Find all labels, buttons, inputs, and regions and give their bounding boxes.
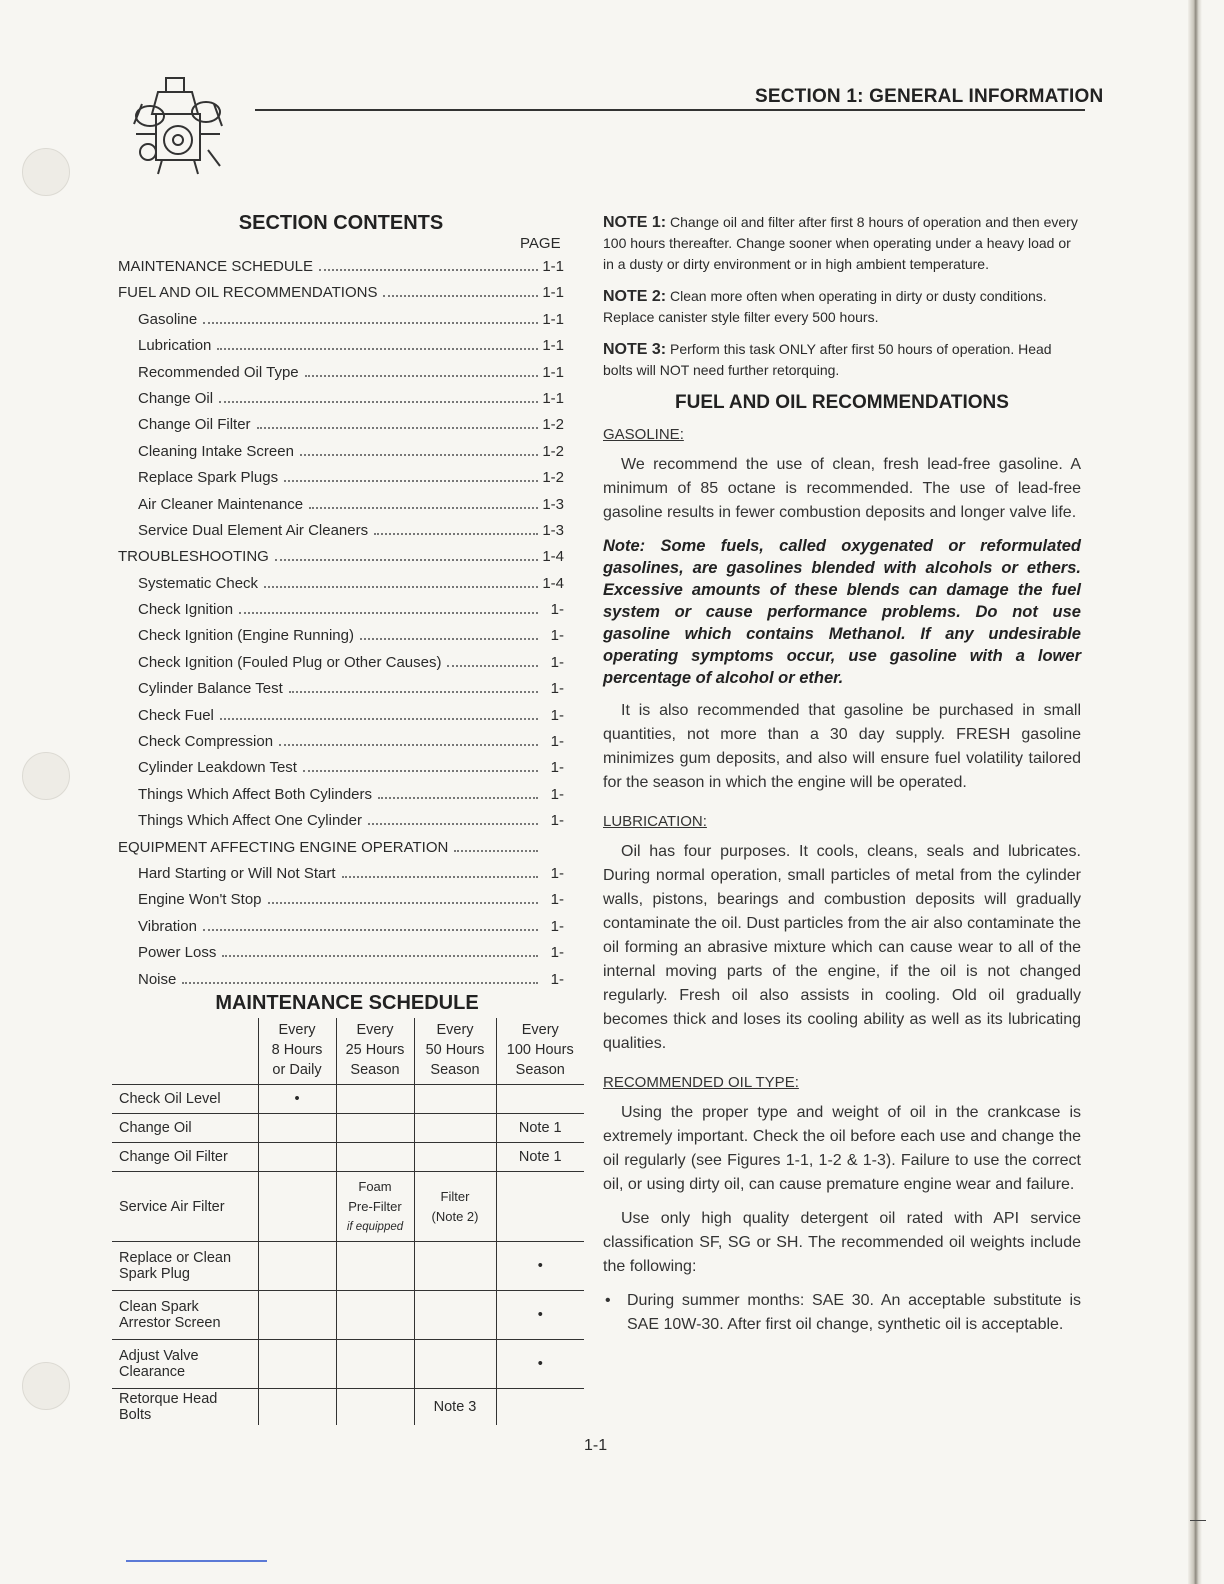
toc-entry[interactable]: Cleaning Intake Screen 1-2 bbox=[138, 442, 564, 460]
toc-entry[interactable]: Systematic Check 1-4 bbox=[138, 574, 564, 592]
page-number: 1-1 bbox=[584, 1437, 608, 1454]
table-header-row bbox=[112, 1018, 584, 1085]
interval-cell: Foam Pre-Filter if equipped bbox=[336, 1172, 414, 1242]
interval-cell bbox=[336, 1114, 414, 1143]
interval-cell: • bbox=[496, 1242, 584, 1291]
interval-cell bbox=[336, 1389, 414, 1426]
task-cell: Change Oil bbox=[112, 1114, 258, 1143]
table-of-contents bbox=[118, 258, 564, 997]
bullet-icon: • bbox=[605, 1292, 611, 1309]
task-cell: Replace or Clean Spark Plug bbox=[112, 1242, 258, 1291]
column-header: Every 50 Hours Season bbox=[414, 1018, 496, 1085]
interval-cell bbox=[336, 1085, 414, 1114]
interval-cell bbox=[336, 1143, 414, 1172]
oil-type-heading: RECOMMENDED OIL TYPE: bbox=[603, 1074, 799, 1091]
interval-cell bbox=[258, 1172, 336, 1242]
interval-cell bbox=[258, 1114, 336, 1143]
oil-type-paragraph: Use only high quality detergent oil rated with API service classification SF, SG or SH. The recommended oil weights include the following: bbox=[603, 1210, 1081, 1275]
interval-cell: Note 1 bbox=[496, 1114, 584, 1143]
interval-cell: Filter (Note 2) bbox=[414, 1172, 496, 1242]
task-cell: Change Oil Filter bbox=[112, 1143, 258, 1172]
interval-cell: • bbox=[496, 1340, 584, 1389]
interval-cell bbox=[336, 1340, 414, 1389]
interval-cell bbox=[258, 1242, 336, 1291]
toc-entry[interactable]: Change Oil Filter 1-2 bbox=[138, 416, 564, 434]
interval-cell bbox=[496, 1389, 584, 1426]
fuel-oil-heading: FUEL AND OIL RECOMMENDATIONS bbox=[675, 392, 1009, 413]
interval-cell: • bbox=[258, 1085, 336, 1114]
toc-entry[interactable]: Cylinder Balance Test 1- bbox=[138, 680, 564, 698]
task-cell: Check Oil Level bbox=[112, 1085, 258, 1114]
interval-cell bbox=[496, 1172, 584, 1242]
interval-cell: Note 3 bbox=[414, 1389, 496, 1426]
scan-edge bbox=[1188, 0, 1202, 1584]
toc-entry[interactable]: Replace Spark Plugs 1-2 bbox=[138, 469, 564, 487]
interval-cell bbox=[414, 1085, 496, 1114]
toc-entry[interactable]: Gasoline 1-1 bbox=[138, 310, 564, 328]
toc-entry[interactable]: FUEL AND OIL RECOMMENDATIONS 1-1 bbox=[118, 284, 564, 302]
toc-entry[interactable]: Change Oil 1-1 bbox=[138, 389, 564, 407]
note-3: NOTE 3: Perform this task ONLY after first 50 hours of operation. Head bolts will NOT need further retorquing. bbox=[603, 341, 1052, 378]
toc-entry[interactable]: MAINTENANCE SCHEDULE 1-1 bbox=[118, 258, 564, 275]
toc-entry[interactable]: Power Loss 1- bbox=[138, 944, 564, 962]
lubrication-heading: LUBRICATION: bbox=[603, 813, 707, 830]
right-column bbox=[603, 212, 1081, 1337]
toc-entry[interactable]: Lubrication 1-1 bbox=[138, 337, 564, 355]
toc-entry[interactable]: Hard Starting or Will Not Start 1- bbox=[138, 864, 564, 882]
task-cell: Service Air Filter bbox=[112, 1172, 258, 1242]
table-row bbox=[112, 1242, 584, 1291]
header-rule bbox=[255, 109, 1085, 111]
page-column-label: PAGE bbox=[520, 235, 561, 252]
table-row bbox=[112, 1114, 584, 1143]
task-cell: Clean Spark Arrestor Screen bbox=[112, 1291, 258, 1340]
interval-cell bbox=[258, 1291, 336, 1340]
lubrication-paragraph: Oil has four purposes. It cools, cleans, seals and lubricates. During normal operation, small particles of metal from the cylinder walls, pistons, bearings and combustion deposits will gradually contaminate the oil. Dust particles from the air also contaminate the oil forming an abrasive mixture which can cause wear to all of the internal moving parts of the engine, if the oil is not changed regularly. Fresh oil also assists in cooling. Old oil gradually becomes thick and loses its cooling ability as well as its lubricating qualities. bbox=[603, 843, 1081, 1052]
interval-cell bbox=[258, 1340, 336, 1389]
interval-cell bbox=[258, 1143, 336, 1172]
interval-cell: • bbox=[496, 1291, 584, 1340]
toc-entry[interactable]: Noise 1- bbox=[138, 970, 564, 988]
interval-cell bbox=[414, 1114, 496, 1143]
note-2: NOTE 2: Clean more often when operating in dirty or dusty conditions. Replace canister style filter every 500 hours. bbox=[603, 288, 1047, 325]
column-header: Every 25 Hours Season bbox=[336, 1018, 414, 1085]
toc-entry[interactable]: Check Ignition 1- bbox=[138, 601, 564, 619]
toc-entry[interactable]: Things Which Affect Both Cylinders 1- bbox=[138, 785, 564, 803]
oil-type-paragraph: Using the proper type and weight of oil in the crankcase is extremely important. Check the oil before each use and change the oil regularly (see Figures 1-1, 1-2 & 1-3). Failure to use the correct oil, or using dirty oil, can cause premature engine wear and failure. bbox=[603, 1104, 1081, 1193]
schedule-title: MAINTENANCE SCHEDULE bbox=[215, 992, 479, 1014]
task-cell: Adjust Valve Clearance bbox=[112, 1340, 258, 1389]
toc-entry[interactable]: Cylinder Leakdown Test 1- bbox=[138, 759, 564, 777]
scan-edge-mark bbox=[1190, 1520, 1206, 1521]
gasoline-paragraph: It is also recommended that gasoline be purchased in small quantities, not more than a 30 day supply. FRESH gasoline minimizes gum deposits, and also will ensure fuel volatility tailored for the season in which the engine will be operated. bbox=[603, 702, 1081, 791]
table-row bbox=[112, 1340, 584, 1389]
interval-cell bbox=[336, 1242, 414, 1291]
interval-cell: Note 1 bbox=[496, 1143, 584, 1172]
toc-entry[interactable]: Check Compression 1- bbox=[138, 733, 564, 751]
table-row bbox=[112, 1291, 584, 1340]
maintenance-schedule-table bbox=[112, 1018, 584, 1425]
interval-cell bbox=[414, 1143, 496, 1172]
interval-cell bbox=[336, 1291, 414, 1340]
scan-marker bbox=[126, 1560, 267, 1562]
table-row bbox=[112, 1085, 584, 1114]
interval-cell bbox=[258, 1389, 336, 1426]
toc-entry[interactable]: Check Fuel 1- bbox=[138, 706, 564, 724]
interval-cell bbox=[496, 1085, 584, 1114]
column-header: Every 100 Hours Season bbox=[496, 1018, 584, 1085]
toc-entry[interactable]: Recommended Oil Type 1-1 bbox=[138, 363, 564, 381]
engine-logo-icon bbox=[128, 74, 228, 184]
column-header: Every 8 Hours or Daily bbox=[258, 1018, 336, 1085]
toc-entry[interactable]: Check Ignition (Engine Running) 1- bbox=[138, 627, 564, 645]
interval-cell bbox=[414, 1340, 496, 1389]
toc-entry[interactable]: Engine Won't Stop 1- bbox=[138, 891, 564, 909]
note-1: NOTE 1: Change oil and filter after first 8 hours of operation and then every 100 hours thereafter. Change sooner when operating under a heavy load or in a dusty or dirty environment or in high ambient temperature. bbox=[603, 214, 1078, 272]
toc-entry[interactable]: Things Which Affect One Cylinder 1- bbox=[138, 812, 564, 830]
table-row bbox=[112, 1389, 584, 1426]
binder-hole bbox=[22, 752, 70, 800]
interval-cell bbox=[414, 1291, 496, 1340]
toc-entry[interactable]: TROUBLESHOOTING 1-4 bbox=[118, 548, 564, 566]
interval-cell bbox=[414, 1242, 496, 1291]
toc-entry[interactable]: Vibration 1- bbox=[138, 917, 564, 935]
table-row bbox=[112, 1143, 584, 1172]
oil-weight-bullet: • During summer months: SAE 30. An acceptable substitute is SAE 10W-30. After first oil change, synthetic oil is acceptable. bbox=[603, 1289, 1081, 1337]
toc-entry[interactable]: Check Ignition (Fouled Plug or Other Causes) 1- bbox=[138, 653, 564, 671]
binder-hole bbox=[22, 148, 70, 196]
contents-title: SECTION CONTENTS bbox=[238, 212, 444, 234]
task-cell: Retorque Head Bolts bbox=[112, 1389, 258, 1426]
table-row bbox=[112, 1172, 584, 1242]
gasoline-heading: GASOLINE: bbox=[603, 426, 684, 443]
table-header-blank bbox=[112, 1018, 258, 1085]
section-header: SECTION 1: GENERAL INFORMATION bbox=[755, 86, 1104, 107]
gasoline-paragraph: We recommend the use of clean, fresh lead-free gasoline. A minimum of 85 octane is recommended. The use of lead-free gasoline results in fewer combustion deposits and longer valve life. bbox=[603, 456, 1081, 521]
gasoline-note: Note: Some fuels, called oxygenated or reformulated gasolines, are gasolines blended with alcohols or ethers. Excessive amounts of these blends can damage the fuel system or cause performance problems. Do not use gasoline which contains Methanol. If any undesirable operating symptoms occur, use gasoline with a lower percentage of alcohol or ether. bbox=[603, 537, 1081, 687]
toc-entry[interactable]: Air Cleaner Maintenance 1-3 bbox=[138, 495, 564, 513]
binder-hole bbox=[22, 1362, 70, 1410]
toc-entry[interactable]: Service Dual Element Air Cleaners 1-3 bbox=[138, 521, 564, 539]
toc-entry[interactable]: EQUIPMENT AFFECTING ENGINE OPERATION bbox=[118, 839, 564, 865]
